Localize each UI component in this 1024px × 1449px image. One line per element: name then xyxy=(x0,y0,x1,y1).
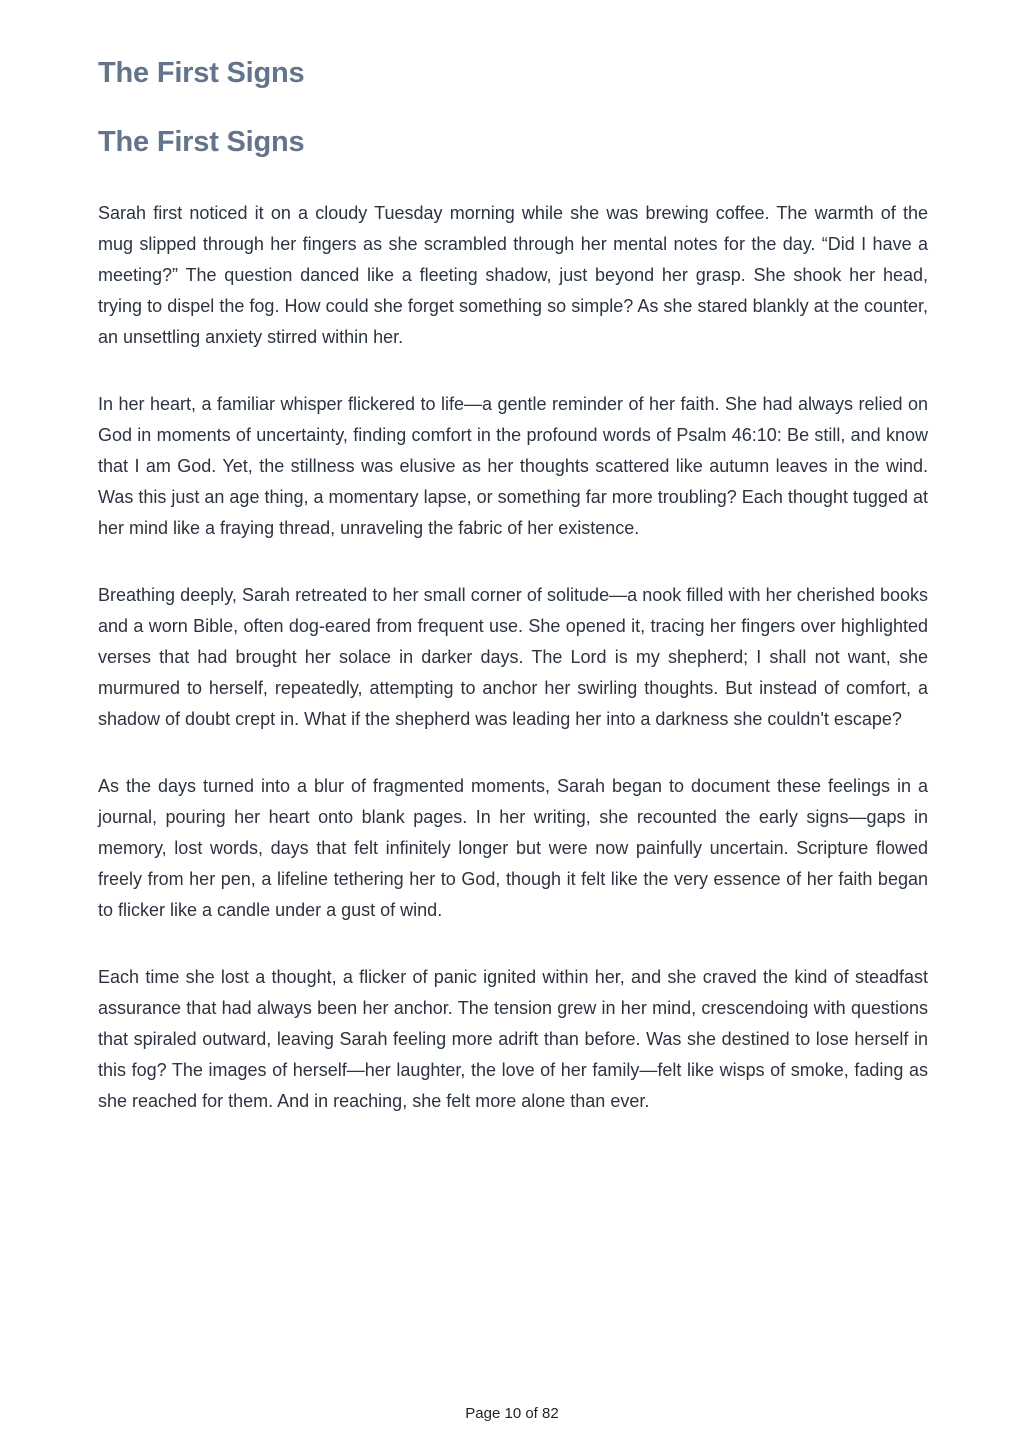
paragraph-5: Each time she lost a thought, a flicker of panic ignited within her, and she craved the kind of steadfast assurance that had always been her anchor. The tension grew in her mind, crescendoing with questions that spiraled outward, leaving Sarah feeling more adrift than before. Was she destined to lose herself in this fog? The images of herself—her laughter, the love of her family—felt like wisps of smoke, fading as she reached for them. And in reaching, she felt more alone than ever. xyxy=(98,967,928,1111)
page-number-footer: Page 10 of 82 xyxy=(465,1405,559,1422)
paragraph-3: Breathing deeply, Sarah retreated to her small corner of solitude—a nook filled with her cherished books and a worn Bible, often dog-eared from frequent use. She opened it, tracing her fingers over highlighted verses that had brought her solace in darker days. The Lord is my shepherd; I shall not want, she murmured to herself, repeatedly, attempting to anchor her swirling thoughts. But instead of comfort, a shadow of doubt crept in. What if the shepherd was leading her into a darkness she couldn't escape? xyxy=(98,585,928,729)
body-text xyxy=(98,198,928,1153)
section-title: The First Signs xyxy=(98,126,305,158)
paragraph-1: Sarah first noticed it on a cloudy Tuesday morning while she was brewing coffee. The warmth of the mug slipped through her fingers as she scrambled through her mental notes for the day. “Did I have a meeting?” The question danced like a fleeting shadow, just beyond her grasp. She shook her head, trying to dispel the fog. How could she forget something so simple? As she stared blankly at the counter, an unsettling anxiety stirred within her. xyxy=(98,203,928,347)
chapter-title: The First Signs xyxy=(98,57,305,89)
paragraph-4: As the days turned into a blur of fragmented moments, Sarah began to document these feelings in a journal, pouring her heart onto blank pages. In her writing, she recounted the early signs—gaps in memory, lost words, days that felt infinitely longer but were now painfully uncertain. Scripture flowed freely from her pen, a lifeline tethering her to God, though it felt like the very essence of her faith began to flicker like a candle under a gust of wind. xyxy=(98,776,928,920)
paragraph-2: In her heart, a familiar whisper flickered to life—a gentle reminder of her faith. She had always relied on God in moments of uncertainty, finding comfort in the profound words of Psalm 46:10: Be still, and know that I am God. Yet, the stillness was elusive as her thoughts scattered like autumn leaves in the wind. Was this just an age thing, a momentary lapse, or something far more troubling? Each thought tugged at her mind like a fraying thread, unraveling the fabric of her existence. xyxy=(98,394,928,538)
